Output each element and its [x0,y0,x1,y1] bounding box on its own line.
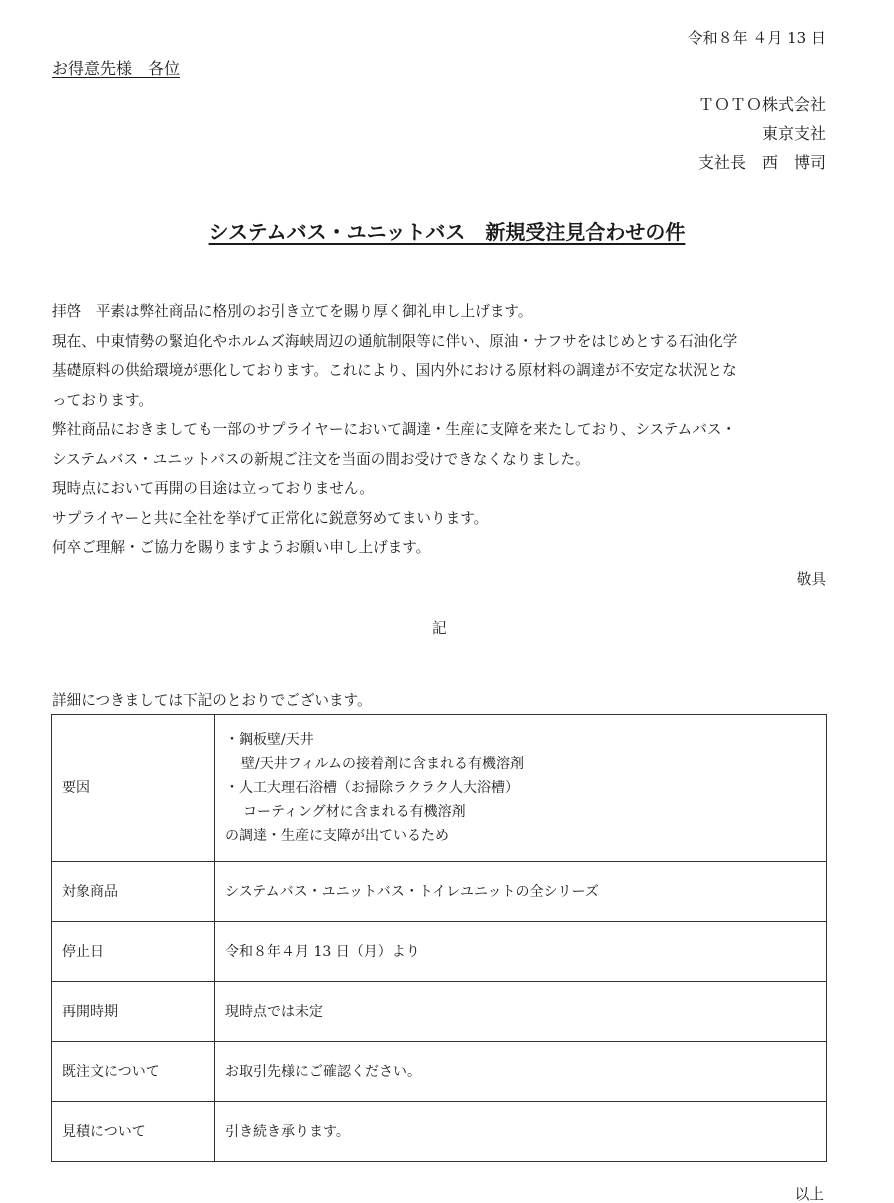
reason-line: ・鋼板壁/天井 [225,732,314,748]
closing-keigu: 敬具 [796,571,826,588]
ki-marker: 記 [432,620,447,637]
row-label: 対象商品 [52,862,215,922]
row-label: 要因 [52,715,215,862]
reason-line: コーティング材に含まれる有機溶剤 [243,804,466,820]
sender-manager: 支社長 西 博司 [697,153,826,172]
row-value: お取引先様にご確認ください。 [215,1042,827,1102]
letter-body [52,297,842,563]
row-value: システムバス・ユニットバス・トイレユニットの全シリーズ [215,862,827,922]
table-row [52,862,827,922]
row-label: 停止日 [52,922,215,982]
row-label: 見積について [52,1102,215,1162]
table-row [52,1042,827,1102]
table-row [52,982,827,1042]
reason-line: 壁/天井フィルムの接着剤に含まれる有機溶剤 [241,756,525,772]
document-date: 令和８年 ４月 13 日 [687,29,826,47]
table-row [52,1102,827,1162]
row-label: 既注文について [52,1042,215,1102]
body-line: 現在、中東情勢の緊迫化やホルムズ海峡周辺の通航制限等に伴い、原油・ナフサをはじめとする石油化学 [52,332,738,350]
sender-company: ＴＯＴＯ株式会社 [697,95,826,114]
body-line: システムバス・ユニットバスの新規ご注文を当面の間お受けできなくなりました。 [52,450,590,468]
row-value: 引き続き承ります。 [215,1102,827,1162]
subject-heading [0,222,894,242]
sender-block [698,90,826,177]
body-line: サプライヤーと共に全社を挙げて正常化に鋭意努めてまいります。 [52,509,489,527]
body-line: 基礎原料の供給環境が悪化しております。これにより、国内外における原材料の調達が不安定な状況とな [52,362,737,379]
body-line: っております。 [52,391,153,409]
reason-line: ・人工大理石浴槽（お掃除ラクラク人大浴槽） [225,780,519,796]
body-line: 現時点において再開の目途は立っておりません。 [52,480,374,497]
table-row [52,715,827,862]
recipient: お得意先様 各位 [52,59,181,78]
body-line: 拝啓 平素は弊社商品に格別のお引き立てを賜り厚く御礼申し上げます。 [52,303,533,320]
sender-branch: 東京支社 [761,124,826,143]
subject-text: システムバス・ユニットバス 新規受注見合わせの件 [208,220,686,244]
closing-ijo: 以上 [794,1186,824,1203]
row-value: 現時点では未定 [215,982,827,1042]
row-value: 令和８年４月 13 日（月）より [215,922,827,982]
body-line: 弊社商品におきましても一部のサプライヤーにおいて調達・生産に支障を来たしており、システムバス・ [52,421,737,438]
details-table [51,714,827,1162]
body-line: 何卒ご理解・ご協力を賜りますようお願い申し上げます。 [52,539,431,556]
row-label: 再開時期 [52,982,215,1042]
table-row [52,922,827,982]
reason-cell [215,715,827,862]
details-intro: 詳細につきましては下記のとおりでございます。 [52,692,372,709]
reason-line: の調達・生産に支障が出ているため [225,828,449,844]
